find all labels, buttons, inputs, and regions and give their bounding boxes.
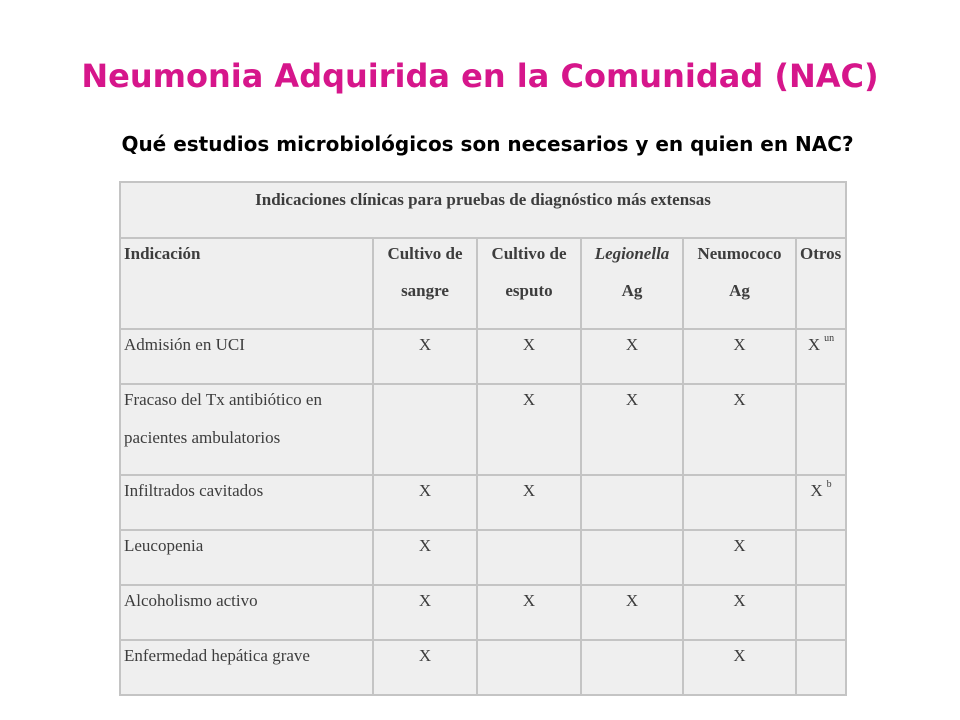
row-label <box>120 530 373 585</box>
table-row <box>120 640 846 695</box>
row-label-line2: pacientes ambulatorios <box>124 428 281 447</box>
cell-otros <box>796 530 846 585</box>
header-sangre-line2: sangre <box>401 281 449 300</box>
cell-neumococo: X <box>683 329 796 384</box>
slide-title: Neumonia Adquirida en la Comunidad (NAC) <box>81 57 879 95</box>
caption-row <box>120 182 846 238</box>
row-label-text: Infiltrados cavitados <box>124 481 264 500</box>
cell-legionella: X <box>581 329 683 384</box>
footnote-marker: un <box>824 333 835 344</box>
row-label <box>120 384 373 475</box>
cell-sangre: X <box>373 585 477 640</box>
row-label <box>120 329 373 384</box>
header-sangre-line1: Cultivo de <box>387 244 463 263</box>
cell-esputo: X <box>477 384 581 475</box>
header-legionella <box>581 238 683 329</box>
cell-neumococo: X <box>683 384 796 475</box>
header-row <box>120 238 846 329</box>
row-label-line1: Fracaso del Tx antibiótico en <box>124 390 322 409</box>
cell-sangre <box>373 384 477 475</box>
cell-esputo: X <box>477 475 581 530</box>
cell-neumococo: X <box>683 640 796 695</box>
header-esputo-line1: Cultivo de <box>491 244 567 263</box>
footnote-marker: b <box>826 479 832 490</box>
header-esputo-line2: esputo <box>505 281 553 300</box>
header-neumococo-line1: Neumococo <box>697 244 782 263</box>
cell-esputo: X <box>477 585 581 640</box>
cell-legionella <box>581 530 683 585</box>
header-indicacion-text: Indicación <box>124 244 201 263</box>
row-label <box>120 640 373 695</box>
cell-sangre: X <box>373 640 477 695</box>
header-cultivo-sangre <box>373 238 477 329</box>
table-row <box>120 475 846 530</box>
cell-esputo <box>477 640 581 695</box>
row-label <box>120 475 373 530</box>
indications-table <box>119 181 847 696</box>
table-row <box>120 384 846 475</box>
cell-esputo <box>477 530 581 585</box>
cell-legionella: X <box>581 585 683 640</box>
row-label-text: Admisión en UCI <box>124 335 245 354</box>
cell-otros-mark: X <box>810 481 823 500</box>
table-row <box>120 530 846 585</box>
header-legionella-line2: Ag <box>621 281 643 300</box>
header-neumococo <box>683 238 796 329</box>
header-cultivo-esputo <box>477 238 581 329</box>
cell-otros <box>796 640 846 695</box>
row-label-text: Leucopenia <box>124 536 204 555</box>
header-otros-text: Otros <box>800 244 842 263</box>
cell-otros <box>796 384 846 475</box>
header-otros <box>796 238 846 329</box>
header-legionella-italic: Legionella <box>594 244 670 263</box>
cell-neumococo: X <box>683 530 796 585</box>
cell-sangre: X <box>373 475 477 530</box>
cell-sangre: X <box>373 329 477 384</box>
cell-legionella: X <box>581 384 683 475</box>
header-legionella-line1 <box>585 243 679 265</box>
cell-esputo: X <box>477 329 581 384</box>
row-label-text: Enfermedad hepática grave <box>124 646 310 665</box>
cell-neumococo <box>683 475 796 530</box>
cell-legionella <box>581 640 683 695</box>
cell-otros <box>796 329 846 384</box>
table-row <box>120 585 846 640</box>
cell-legionella <box>581 475 683 530</box>
cell-sangre: X <box>373 530 477 585</box>
row-label <box>120 585 373 640</box>
cell-otros <box>796 475 846 530</box>
cell-otros-mark: X <box>807 335 821 354</box>
table-row <box>120 329 846 384</box>
slide-subtitle: Qué estudios microbiológicos son necesarios y en quien en NAC? <box>121 132 854 156</box>
table-caption: Indicaciones clínicas para pruebas de diagnóstico más extensas <box>120 182 846 238</box>
header-indicacion <box>120 238 373 329</box>
row-label-text: Alcoholismo activo <box>124 591 258 610</box>
cell-neumococo: X <box>683 585 796 640</box>
cell-otros <box>796 585 846 640</box>
header-neumococo-line2: Ag <box>729 281 750 300</box>
